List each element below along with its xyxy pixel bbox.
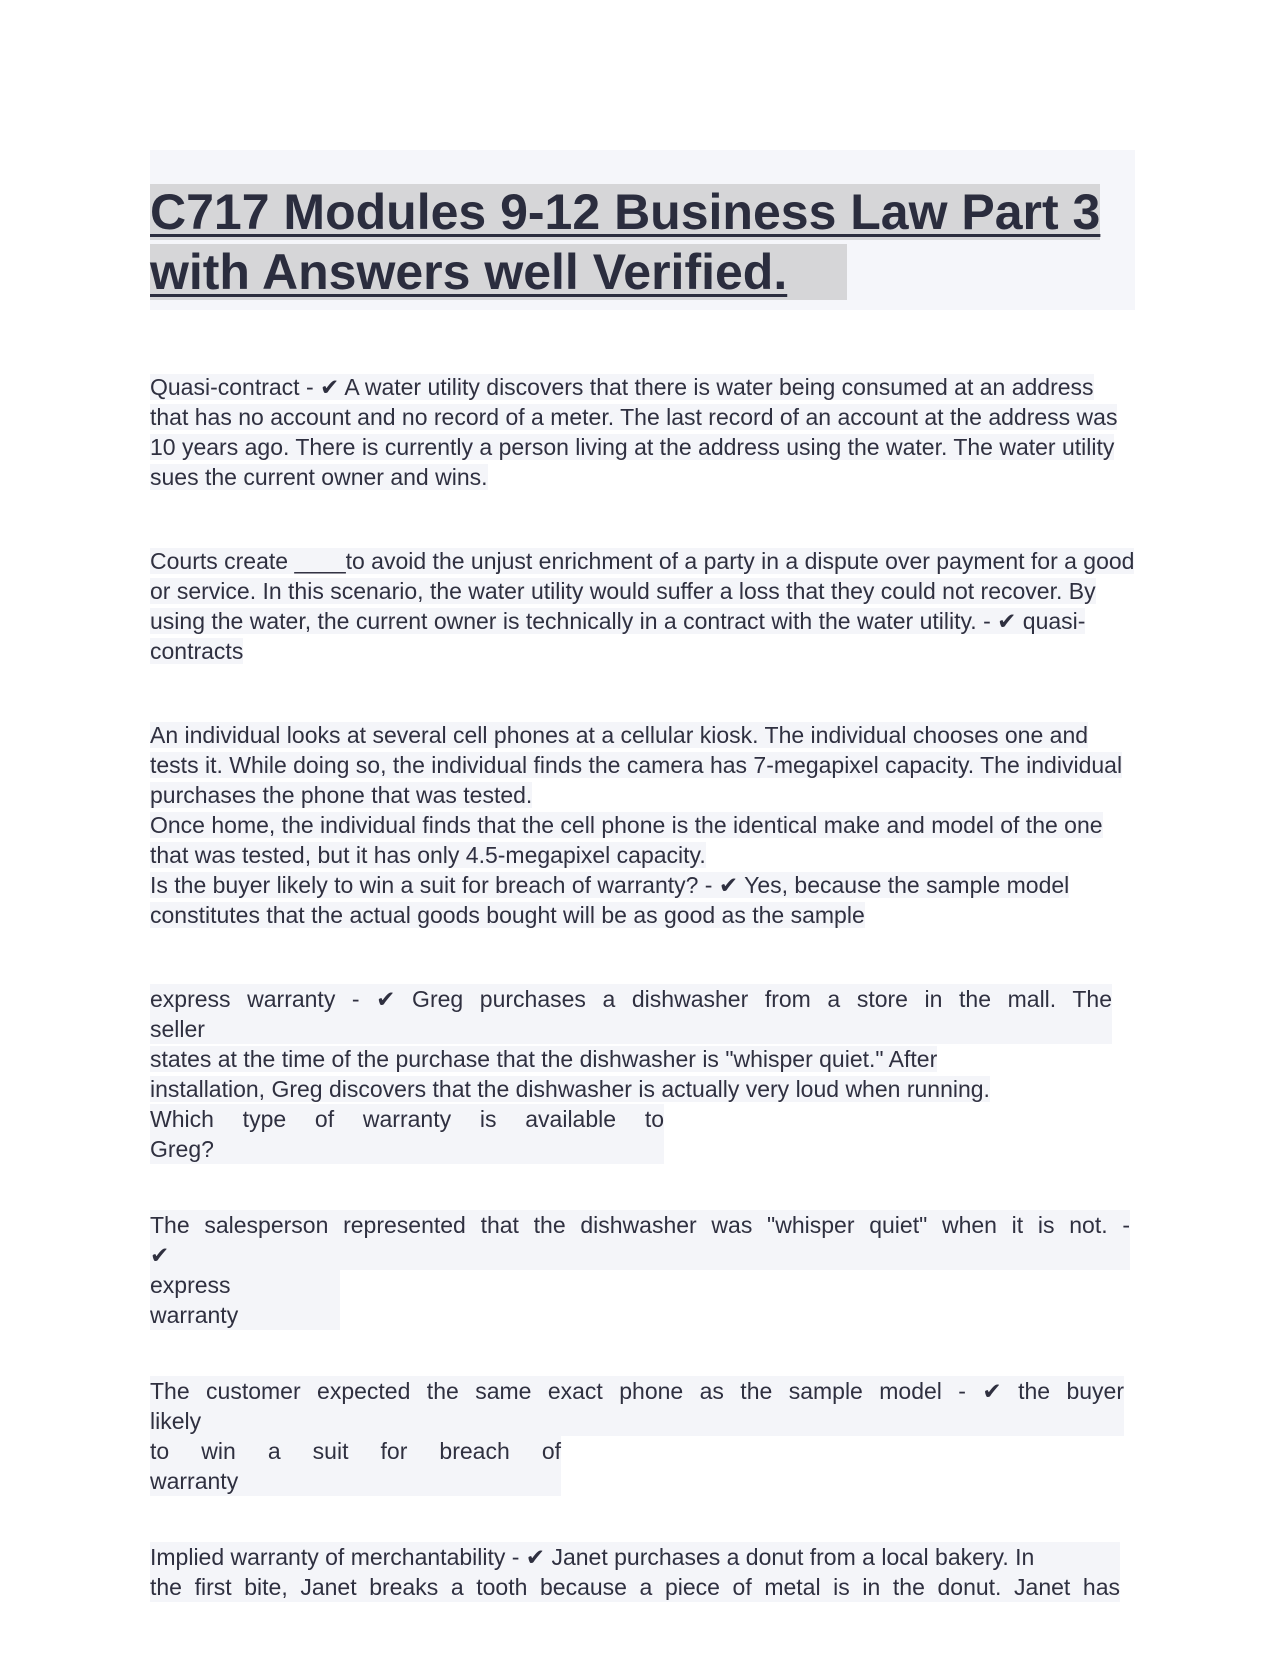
qa-text <box>150 546 1135 666</box>
title-line-1: C717 Modules 9-12 Business Law Part 3 <box>150 184 1101 240</box>
qa-5-line-1: The salesperson represented that the dishwasher was "whisper quiet" when it is not. - <box>150 1212 1130 1238</box>
qa-5-shade-a <box>150 1210 1130 1270</box>
qa-3-part-2: Once home, the individual finds that the cell phone is the identical make and model of the one that was tested, but it has only 4.5-megapixel capacity. <box>150 812 1103 868</box>
qa-item-7 <box>150 1542 1135 1602</box>
qa-4-line-1: express warranty - ✔ Greg purchases a dishwasher from a store in the mall. The <box>150 986 1112 1012</box>
qa-6-line-4: warranty <box>150 1468 239 1494</box>
qa-item-4 <box>150 984 1135 1164</box>
qa-item-1 <box>150 372 1135 492</box>
qa-6-shade-b <box>150 1436 561 1496</box>
qa-6-line-1: The customer expected the same exact phone as the sample model - ✔ the buyer <box>150 1378 1124 1404</box>
qa-6-line-3: to win a suit for breach of <box>150 1438 561 1464</box>
qa-4-line-5: Which type of warranty is available to <box>150 1106 664 1132</box>
qa-text <box>150 720 1135 810</box>
qa-5-line-2: ✔ <box>150 1242 170 1268</box>
qa-item-6 <box>150 1376 1135 1496</box>
qa-3-part-3: Is the buyer likely to win a suit for breach of warranty? - ✔ Yes, because the sample model constitutes that the actual goods bought will be as good as the sample <box>150 872 1070 928</box>
qa-7-line-2: the first bite, Janet breaks a tooth because a piece of metal is in the donut. Janet has <box>150 1574 1120 1600</box>
qa-6-line-2: likely <box>150 1408 202 1434</box>
qa-1-text: Quasi-contract - ✔ A water utility discovers that there is water being consumed at an address that has no account and no record of a meter. The last record of an account at the address was 10 years ago. There is currently a person living at the address using the water. The water utility sues the current owner and wins. <box>150 374 1118 490</box>
qa-item-3 <box>150 720 1135 930</box>
title-line-2: with Answers well Verified. <box>150 244 847 300</box>
qa-5-shade-b <box>150 1270 340 1330</box>
qa-item-5 <box>150 1210 1135 1330</box>
qa-4-shade-b <box>150 1104 664 1164</box>
qa-text <box>150 372 1135 492</box>
title-box <box>150 150 1135 310</box>
document-title <box>150 182 1135 302</box>
qa-4-shade-a <box>150 984 1112 1044</box>
qa-4-line-4: installation, Greg discovers that the dishwasher is actually very loud when running. <box>150 1076 990 1102</box>
qa-4-line-2: seller <box>150 1016 205 1042</box>
qa-7-shade <box>150 1542 1120 1602</box>
qa-4-line-4-wrap <box>150 1074 1135 1104</box>
qa-4-line-6: Greg? <box>150 1136 214 1162</box>
qa-item-2 <box>150 546 1135 666</box>
qa-text <box>150 810 1135 870</box>
qa-2-text: Courts create ____to avoid the unjust enrichment of a party in a dispute over payment for a good or service. In this scenario, the water utility would suffer a loss that they could not recover. By using the water, the current owner is technically in a contract with the water utility. - ✔ quasi-contracts <box>150 548 1135 664</box>
document-body <box>150 150 1135 1602</box>
qa-4-line-3: states at the time of the purchase that the dishwasher is "whisper quiet." After <box>150 1046 938 1072</box>
qa-3-part-1: An individual looks at several cell phones at a cellular kiosk. The individual chooses one and tests it. While doing so, the individual finds the camera has 7-megapixel capacity. The individual purchases the phone that was tested. <box>150 722 1123 808</box>
qa-4-line-3-wrap <box>150 1044 1135 1074</box>
qa-text <box>150 870 1135 930</box>
qa-5-line-4: warranty <box>150 1302 239 1328</box>
qa-5-line-3: express <box>150 1272 231 1298</box>
qa-7-line-1: Implied warranty of merchantability - ✔ Janet purchases a donut from a local bakery. In <box>150 1544 1035 1570</box>
qa-6-shade-a <box>150 1376 1124 1436</box>
